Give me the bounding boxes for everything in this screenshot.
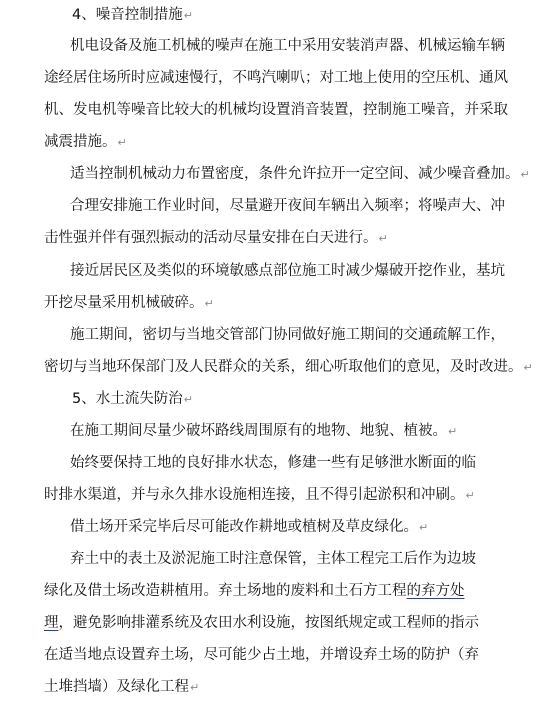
text-line: 机电设备及施工机械的噪声在施工中采用安装消声器、机械运输车辆 [70, 38, 505, 54]
text-line: 机、发电机等噪音比较大的机械均设置消音装置，控制施工噪音，并采取 [44, 102, 508, 118]
paragraph-mark-icon: ↵ [523, 361, 533, 374]
text-line: 接近居民区及类似的环境敏感点部位施工时减少爆破开挖作业，基坑 [70, 263, 505, 279]
text-line: 弃土中的表土及淤泥施工时注意保管，主体工程完工后作为边坡 [70, 551, 476, 567]
paragraph-mark-icon: ↵ [378, 232, 388, 245]
paragraph-mark-icon: ↵ [190, 681, 200, 694]
paragraph-mark-icon: ↵ [204, 297, 214, 310]
text-line: 减震措施。↵ [44, 134, 127, 150]
paragraph-mark-icon: ↵ [183, 393, 193, 406]
paragraph-mark-icon: ↵ [465, 489, 475, 502]
text-line: 击性强并伴有强烈振动的活动尽量安排在白天进行。↵ [44, 230, 388, 246]
underlined-term: 理 [44, 615, 59, 631]
text-line: 时排水渠道，并与永久排水设施相连接，且不得引起淤积和冲刷。↵ [44, 487, 475, 503]
text-line: 适当控制机械动力布置密度，条件允许拉开一定空间、减少噪音叠加。↵ [70, 166, 530, 182]
text-line: 密切与当地环保部门及人民群众的关系，细心听取他们的意见，及时改进。↵ [44, 359, 533, 375]
text-line: 施工期间，密切与当地交管部门协同做好施工期间的交通疏解工作， [70, 327, 505, 343]
text-line: 途经居住场所时应减速慢行，不鸣汽喇叭；对工地上使用的空压机、通风 [44, 70, 508, 86]
paragraph-mark-icon: ↵ [117, 136, 127, 149]
section-heading-soil-erosion: 5、水土流失防治↵ [72, 391, 193, 407]
underlined-term: 的弃方处 [406, 583, 465, 599]
text-line: 绿化及借土场改造耕植用。弃土场地的废料和土石方工程的弃方处 [44, 583, 465, 599]
text-line: 理，避免影响排灌系统及农田水利设施，按图纸规定或工程师的指示 [44, 615, 479, 631]
text-line: 土堆挡墙）及绿化工程↵ [44, 679, 200, 695]
text-line: 始终要保持工地的良好排水状态，修建一些有足够泄水断面的临 [70, 455, 476, 471]
paragraph-mark-icon: ↵ [520, 168, 530, 181]
text-line: 在适当地点设置弃土场，尽可能少占土地，并增设弃土场的防护（弃 [44, 647, 479, 663]
paragraph-mark-icon: ↵ [448, 425, 458, 438]
paragraph-mark-icon: ↵ [183, 9, 193, 22]
text-line: 在施工期间尽量少破坏路线周围原有的地物、地貌、植被。↵ [70, 423, 458, 439]
text-line: 合理安排施工作业时间，尽量避开夜间车辆出入频率；将噪声大、冲 [70, 198, 505, 214]
text-line: 开挖尽量采用机械破碎。↵ [44, 295, 214, 311]
paragraph-mark-icon: ↵ [419, 521, 429, 534]
section-heading-noise: 4、噪音控制措施↵ [72, 7, 193, 23]
text-line: 借土场开采完毕后尽可能改作耕地或植树及草皮绿化。↵ [70, 519, 429, 535]
